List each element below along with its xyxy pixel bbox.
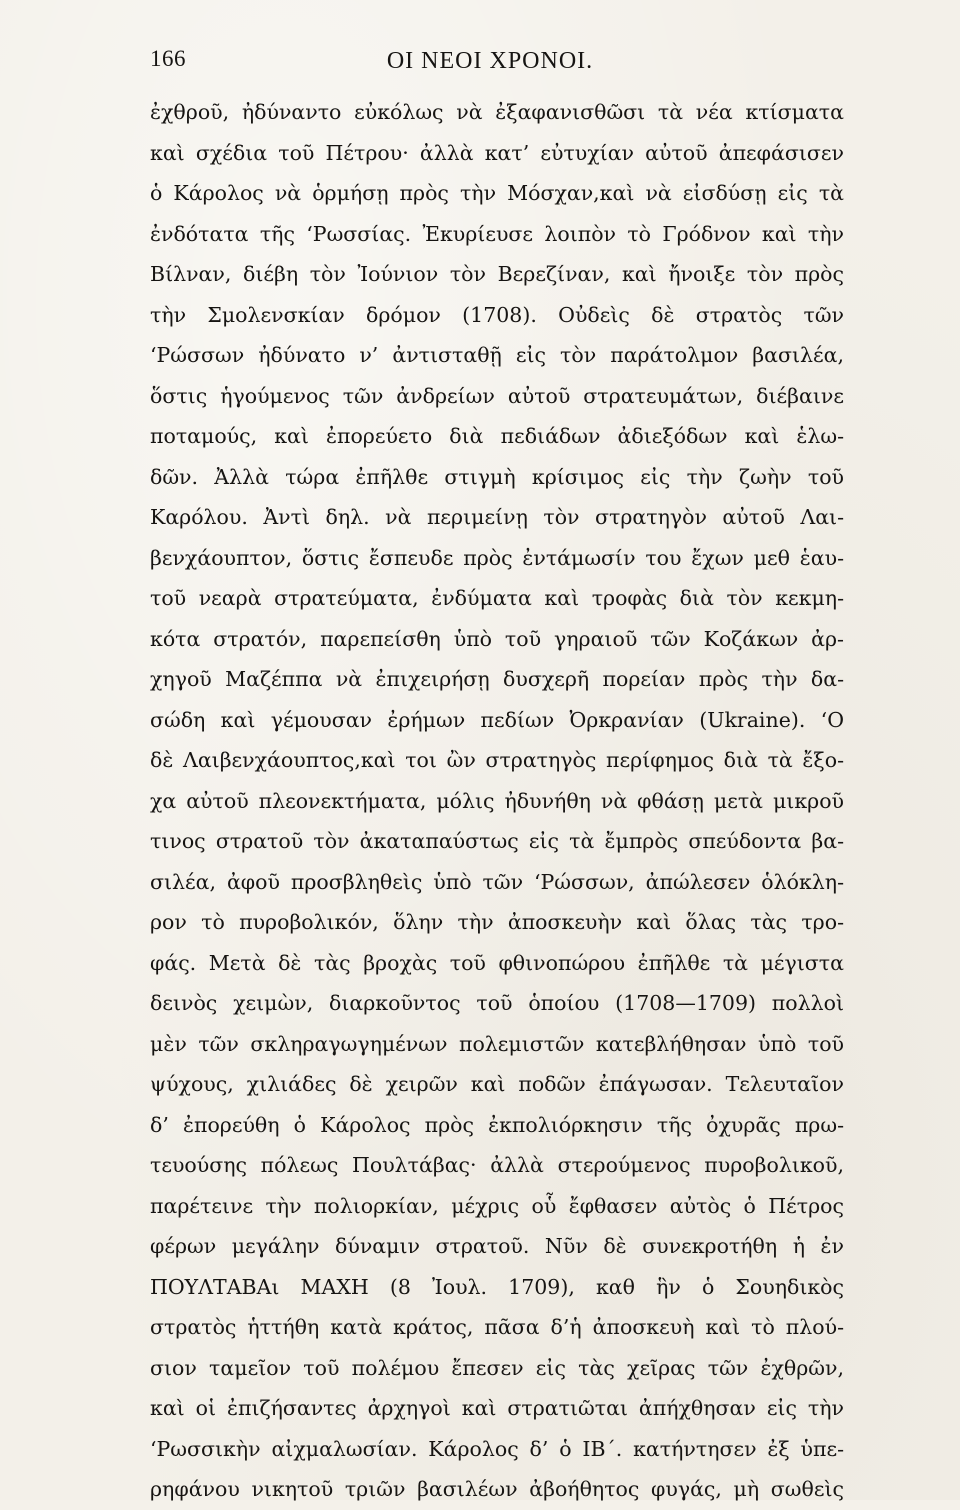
text-line: φέρων μεγάλην δύναμιν στρατοῦ. Νῦν δὲ συνεκροτήθη ἡ ἐν [150,1234,844,1258]
text-line: ἐνδότατα τῆς ‘Ρωσσίας. Ἐκυρίευσε λοιπὸν τὸ Γρόδνον καὶ τὴν [150,221,844,246]
text-line: χηγοῦ Μαζέππα νὰ ἐπιχειρήσῃ δυσχερῆ πορείαν πρὸς τὴν δα- [150,667,844,691]
text-line: ΠΟΥΛΤΑΒΑι ΜΑΧΗ (8 Ἰουλ. 1709), καθ ἣν ὁ Σουηδικὸς [150,1274,844,1299]
text-line: τευούσης πόλεως Πουλτάβας· ἀλλὰ στερούμενος πυροβολικοῦ, [150,1153,844,1177]
text-line: κότα στρατόν, παρεπείσθη ὑπὸ τοῦ γηραιοῦ τῶν Κοζάκων ἀρ- [150,626,844,651]
text-line: σιον ταμεῖον τοῦ πολέμου ἔπεσεν εἰς τὰς χεῖρας τῶν ἐχθρῶν, [150,1355,844,1380]
running-title: ΟΙ ΝΕΟΙ ΧΡΟΝΟΙ. [386,48,594,74]
text-line: ‘Ρωσσικὴν αἰχμαλωσίαν. Κάρολος δ’ ὁ ΙΒ΄. κατήντησεν ἐξ ὑπε- [150,1436,844,1461]
text-line: σώδη καὶ γέμουσαν ἐρήμων πεδίων Ὀρκρανίαν (Ukraine). ‘Ο [150,707,844,732]
text-line: τοῦ νεαρὰ στρατεύματα, ἐνδύματα καὶ τροφὰς διὰ τὸν κεκμη- [150,586,844,610]
text-line: τὴν Σμολενσκίαν δρόμον (1708). Οὐδεὶς δὲ στρατὸς τῶν [150,302,844,327]
text-line: καὶ οἱ ἐπιζήσαντες ἀρχηγοὶ καὶ στρατιῶται ἀπήχθησαν εἰς τὴν [150,1396,844,1420]
text-line: δεινὸς χειμὼν, διαρκοῦντος τοῦ ὁποίου (1708—1709) πολλοὶ [150,991,844,1015]
text-line: βενχάουπτον, ὅστις ἔσπευδε πρὸς ἐντάμωσίν του ἔχων μεθ ἑαυ- [150,545,844,570]
text-line: ἐχθροῦ, ἠδύναντο εὐκόλως νὰ ἐξαφανισθῶσι τὰ νέα κτίσματα [150,100,844,124]
text-line: ὅστις ἡγούμενος τῶν ἀνδρείων αὐτοῦ στρατευμάτων, διέβαινε [150,383,844,408]
text-line: ποταμούς, καὶ ἐπορεύετο διὰ πεδιάδων ἀδιεξόδων καὶ ἑλω- [150,424,844,448]
text-line: δῶν. Ἀλλὰ τώρα ἐπῆλθε στιγμὴ κρίσιμος εἰς τὴν ζωὴν τοῦ [150,464,844,489]
text-line: Βίλναν, διέβη τὸν Ἰούνιον τὸν Βερεζίναν, καὶ ἤνοιξε τὸν πρὸς [150,262,844,286]
text-line: ρον τὸ πυροβολικόν, ὅλην τὴν ἀποσκευὴν καὶ ὅλας τὰς τρο- [150,910,844,934]
text-line: ψύχους, χιλιάδες δὲ χειρῶν καὶ ποδῶν ἐπάγωσαν. Τελευταῖον [150,1072,844,1096]
text-line: χα αὐτοῦ πλεονεκτήματα, μόλις ἠδυνήθη νὰ φθάσῃ μετὰ μικροῦ [150,788,844,813]
text-line: στρατὸς ἡττήθη κατὰ κράτος, πᾶσα δ’ἡ ἀποσκευὴ καὶ τὸ πλού- [150,1315,844,1339]
text-line: φάς. Μετὰ δὲ τὰς βροχὰς τοῦ φθινοπώρου ἐπῆλθε τὰ μέγιστα [150,950,844,975]
text-line: μὲν τῶν σκληραγωγημένων πολεμιστῶν κατεβλήθησαν ὑπὸ τοῦ [150,1031,844,1056]
text-line: τινος στρατοῦ τὸν ἀκαταπαύστως εἰς τὰ ἔμπρὸς σπεύδοντα βα- [150,829,844,853]
text-line: ρηφάνου νικητοῦ τριῶν βασιλέων ἀβοήθητος φυγάς, μὴ σωθεὶς [150,1477,844,1501]
text-line: παρέτεινε τὴν πολιορκίαν, μέχρις οὗ ἔφθασεν αὐτὸς ὁ Πέτρος [150,1193,844,1218]
text-line: δ’ ἐπορεύθη ὁ Κάρολος πρὸς ἐκπολιόρκησιν τῆς ὀχυρᾶς πρω- [150,1112,844,1137]
text-line: καὶ σχέδια τοῦ Πέτρου· ἀλλὰ κατ’ εὐτυχίαν αὐτοῦ ἀπεφάσισεν [150,140,844,165]
page-number: 166 [150,46,186,71]
text-line: ‘Ρώσσων ἠδύνατο ν’ ἀντισταθῇ εἰς τὸν παράτολμον βασιλέα, [150,343,844,367]
page-header [150,46,830,86]
text-line: Καρόλου. Ἀντὶ δηλ. νὰ περιμείνῃ τὸν στρατηγὸν αὐτοῦ Λαι- [150,505,844,529]
text-line: δὲ Λαιβενχάουπτος,καὶ τοι ὢν στρατηγὸς περίφημος διὰ τὰ ἔξο- [150,748,844,772]
text-line: ὁ Κάρολος νὰ ὁρμήσῃ πρὸς τὴν Μόσχαν,καὶ νὰ εἰσδύσῃ εἰς τὰ [150,181,844,205]
text-line: σιλέα, ἀφοῦ προσβληθεὶς ὑπὸ τῶν ‘Ρώσσων, ἀπώλεσεν ὁλόκλη- [150,869,844,894]
body-text [150,92,844,1510]
